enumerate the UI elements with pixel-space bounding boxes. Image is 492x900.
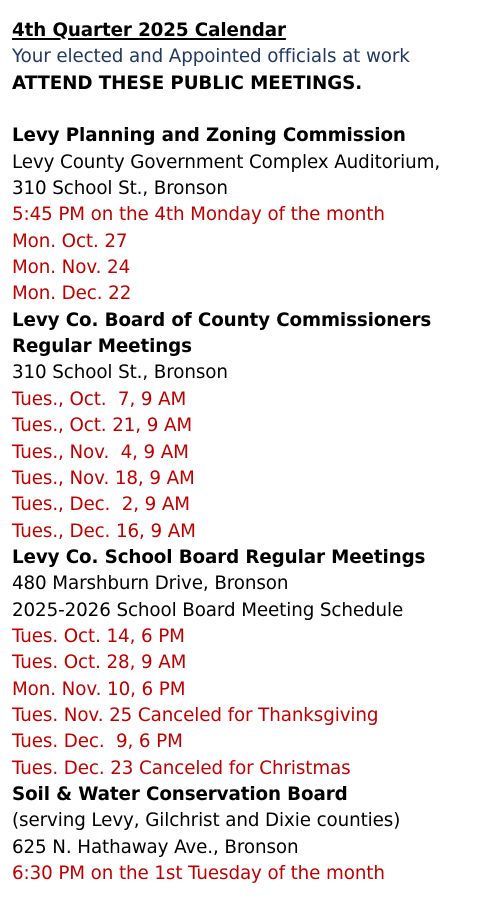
- meeting-schedule: 6:30 PM on the 1st Tuesday of the month: [12, 863, 385, 884]
- meeting-date: Tues., Dec. 2, 9 AM: [12, 494, 190, 516]
- section-school-board: [12, 545, 480, 782]
- attend-callout: ATTEND THESE PUBLIC MEETINGS.: [12, 72, 363, 94]
- section-address: 310 School St., Bronson: [12, 178, 228, 200]
- meeting-date: Mon. Nov. 10, 6 PM: [12, 678, 186, 700]
- meeting-date: Tues., Oct. 7, 9 AM: [12, 388, 187, 410]
- section-planning-zoning: [12, 123, 480, 307]
- meeting-date: Mon. Nov. 24: [12, 257, 131, 279]
- calendar-subtitle: Your elected and Appointed officials at work: [12, 46, 410, 68]
- meeting-date: Tues., Oct. 21, 9 AM: [12, 415, 193, 437]
- meeting-date: Tues., Dec. 16, 9 AM: [12, 520, 196, 542]
- calendar-title: 4th Quarter 2025 Calendar: [12, 20, 286, 41]
- meeting-date: Tues., Nov. 4, 9 AM: [12, 441, 189, 463]
- section-heading-continued: Regular Meetings: [12, 336, 192, 358]
- section-schedule-name: 2025-2026 School Board Meeting Schedule: [12, 599, 404, 621]
- meeting-date: Mon. Dec. 22: [12, 283, 132, 305]
- meeting-date: Tues. Oct. 28, 9 AM: [12, 652, 187, 674]
- spacer: [12, 97, 480, 123]
- section-heading: Levy Planning and Zoning Commission: [12, 125, 406, 147]
- section-heading: Levy Co. Board of County Commissioners: [12, 309, 432, 331]
- meeting-date-canceled: Tues. Nov. 25 Canceled for Thanksgiving: [12, 704, 379, 726]
- meeting-date: Mon. Oct. 27: [12, 230, 128, 252]
- section-location: Levy County Government Complex Auditorium,: [12, 151, 441, 173]
- section-service-area: (serving Levy, Gilchrist and Dixie counties): [12, 810, 401, 832]
- section-county-commissioners: [12, 308, 480, 545]
- meeting-schedule: 5:45 PM on the 4th Monday of the month: [12, 204, 385, 226]
- meeting-date-canceled: Tues. Dec. 23 Canceled for Christmas: [12, 757, 351, 779]
- meeting-date: Tues. Dec. 9, 6 PM: [12, 731, 183, 753]
- section-soil-water: [12, 782, 480, 887]
- section-heading: Levy Co. School Board Regular Meetings: [12, 546, 426, 568]
- meeting-date: Tues., Nov. 18, 9 AM: [12, 467, 195, 489]
- section-address: 625 N. Hathaway Ave., Bronson: [12, 836, 299, 858]
- meeting-date: Tues. Oct. 14, 6 PM: [12, 625, 185, 647]
- section-heading: Soil & Water Conservation Board: [12, 783, 348, 805]
- section-address: 310 School St., Bronson: [12, 362, 228, 384]
- section-address: 480 Marshburn Drive, Bronson: [12, 573, 289, 595]
